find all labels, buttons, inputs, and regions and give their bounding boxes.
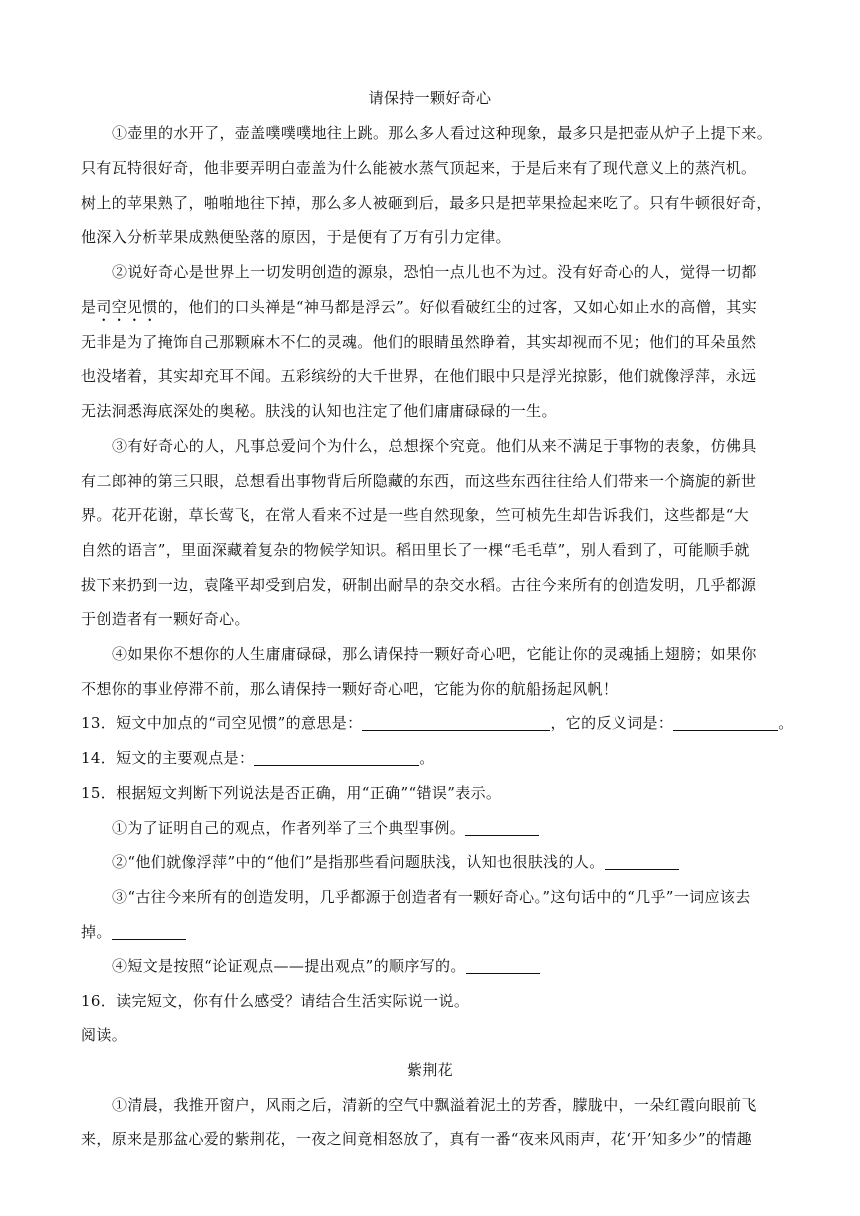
text-span: 的，他们的口头禅是“神马都是浮云”。好似看破红尘的过客，又如心如止水的高僧，其实 [157, 298, 758, 316]
paragraph-line: 拔下来扔到一边，袁隆平却受到启发，研制出耐旱的杂交水稻。古往今来所有的创造发明，几乎都源 [81, 576, 757, 594]
question-15-item [112, 818, 781, 838]
question-16: 16．读完短文，你有什么感受？请结合生活实际说一说。 [81, 992, 470, 1010]
question-text: 。 [419, 749, 435, 767]
paragraph-line: 也没堵着，其实却充耳不闻。五彩缤纷的大千世界，在他们眼中只是浮光掠影，他们就像浮萍，永远 [81, 367, 757, 385]
question-15-item [81, 922, 781, 942]
question-text: 13．短文中加点的“司空见惯”的意思是： [81, 714, 363, 732]
paragraph-line: 有二郎神的第三只眼，总想看出事物背后所隐藏的东西，而这些东西往往给人们带来一个旖旎的新世 [81, 472, 757, 490]
paragraph-line: 无法洞悉海底深处的奥秘。肤浅的认知也注定了他们庸庸碌碌的一生。 [81, 402, 557, 420]
paragraph-line: 来，原来是那盆心爱的紫荆花，一夜之间竟相怒放了，真有一番“夜来风雨声，花‘开’知多少”的情趣 [81, 1130, 752, 1148]
question-text: ，它的反义词是： [550, 714, 674, 732]
answer-blank[interactable] [362, 714, 550, 731]
question-text: ④短文是按照“论证观点——提出观点”的顺序写的。 [112, 957, 466, 975]
answer-blank[interactable] [673, 714, 778, 731]
question-13 [81, 713, 794, 733]
answer-blank[interactable] [112, 923, 186, 940]
question-text: 。 [778, 714, 794, 732]
question-15-item [112, 956, 781, 976]
paragraph-line: 他深入分析苹果成熟便坠落的原因，于是便有了万有引力定律。 [81, 228, 511, 246]
paragraph-line: 只有瓦特很好奇，他非要弄明白壶盖为什么能被水蒸气顶起来，于是后来有了现代意义上的蒸汽机。 [81, 159, 757, 177]
question-text: 掉。 [81, 923, 112, 941]
answer-blank[interactable] [605, 853, 679, 870]
paragraph-line: ④如果你不想你的人生庸庸碌碌，那么请保持一颗好奇心吧，它能让你的灵魂插上翅膀；如果你 [112, 645, 757, 663]
question-text: ①为了证明自己的观点，作者列举了三个典型事例。 [112, 819, 466, 837]
paragraph-line [81, 297, 781, 325]
paragraph-line: 自然的语言”，里面深藏着复杂的物候学知识。稻田里长了一棵“毛毛草”，别人看到了，可能顺手就 [81, 541, 750, 559]
paragraph-line: ②说好奇心是世界上一切发明创造的源泉，恐怕一点儿也不为过。没有好奇心的人，觉得一切都 [112, 263, 757, 281]
paragraph-line: 于创造者有一颗好奇心。 [81, 610, 250, 628]
question-text: 14．短文的主要观点是： [81, 749, 255, 767]
paragraph-line: ③有好奇心的人，凡事总爱问个为什么，总想探个究竟。他们从来不满足于事物的表象，仿佛具 [112, 437, 757, 455]
question-15: 15．根据短文判断下列说法是否正确，用“正确”“错误”表示。 [81, 784, 502, 802]
paragraph-line: 树上的苹果熟了，啪啪地往下掉，那么多人被砸到后，最多只是把苹果捡起来吃了。只有牛顿很好奇， [81, 194, 772, 212]
paragraph-line: ①清晨，我推开窗户，风雨之后，清新的空气中飘溢着泥土的芳香，朦胧中，一朵红霞向眼前飞 [112, 1096, 757, 1114]
question-14 [81, 748, 781, 768]
answer-blank[interactable] [466, 957, 540, 974]
answer-blank[interactable] [465, 819, 539, 836]
paragraph-line: 无非是为了掩饰自己那颗麻木不仁的灵魂。他们的眼睛虽然睁着，其实却视而不见；他们的耳朵虽然 [81, 333, 757, 351]
article-title: 紫荆花 [406, 1061, 454, 1079]
answer-blank[interactable] [254, 749, 419, 766]
question-15-item [112, 852, 781, 872]
paragraph-line: ①壶里的水开了，壶盖噗噗噗地往上跳。那么多人看过这种现象，最多只是把壶从炉子上提下来。 [112, 124, 773, 142]
paragraph-line: 不想你的事业停滞不前，那么请保持一颗好奇心吧，它能为你的航船扬起风帆！ [81, 680, 619, 698]
article-title: 请保持一颗好奇心 [368, 89, 492, 107]
text-span: 是 [81, 298, 97, 316]
paragraph-line: 界。花开花谢，草长莺飞，在常人看来不过是一些自然现象，竺可桢先生却告诉我们，这些都是“大 [81, 506, 750, 524]
emphasized-phrase: 司空见惯 [96, 298, 158, 316]
question-text: ②“他们就像浮萍”中的“他们”是指那些看问题肤浅，认知也很肤浅的人。 [112, 853, 605, 871]
question-15-item: ③“古往今来所有的创造发明，几乎都源于创造者有一颗好奇心。”这句话中的“几乎”一词应该去 [112, 888, 751, 906]
reading-instruction: 阅读。 [81, 1026, 128, 1044]
